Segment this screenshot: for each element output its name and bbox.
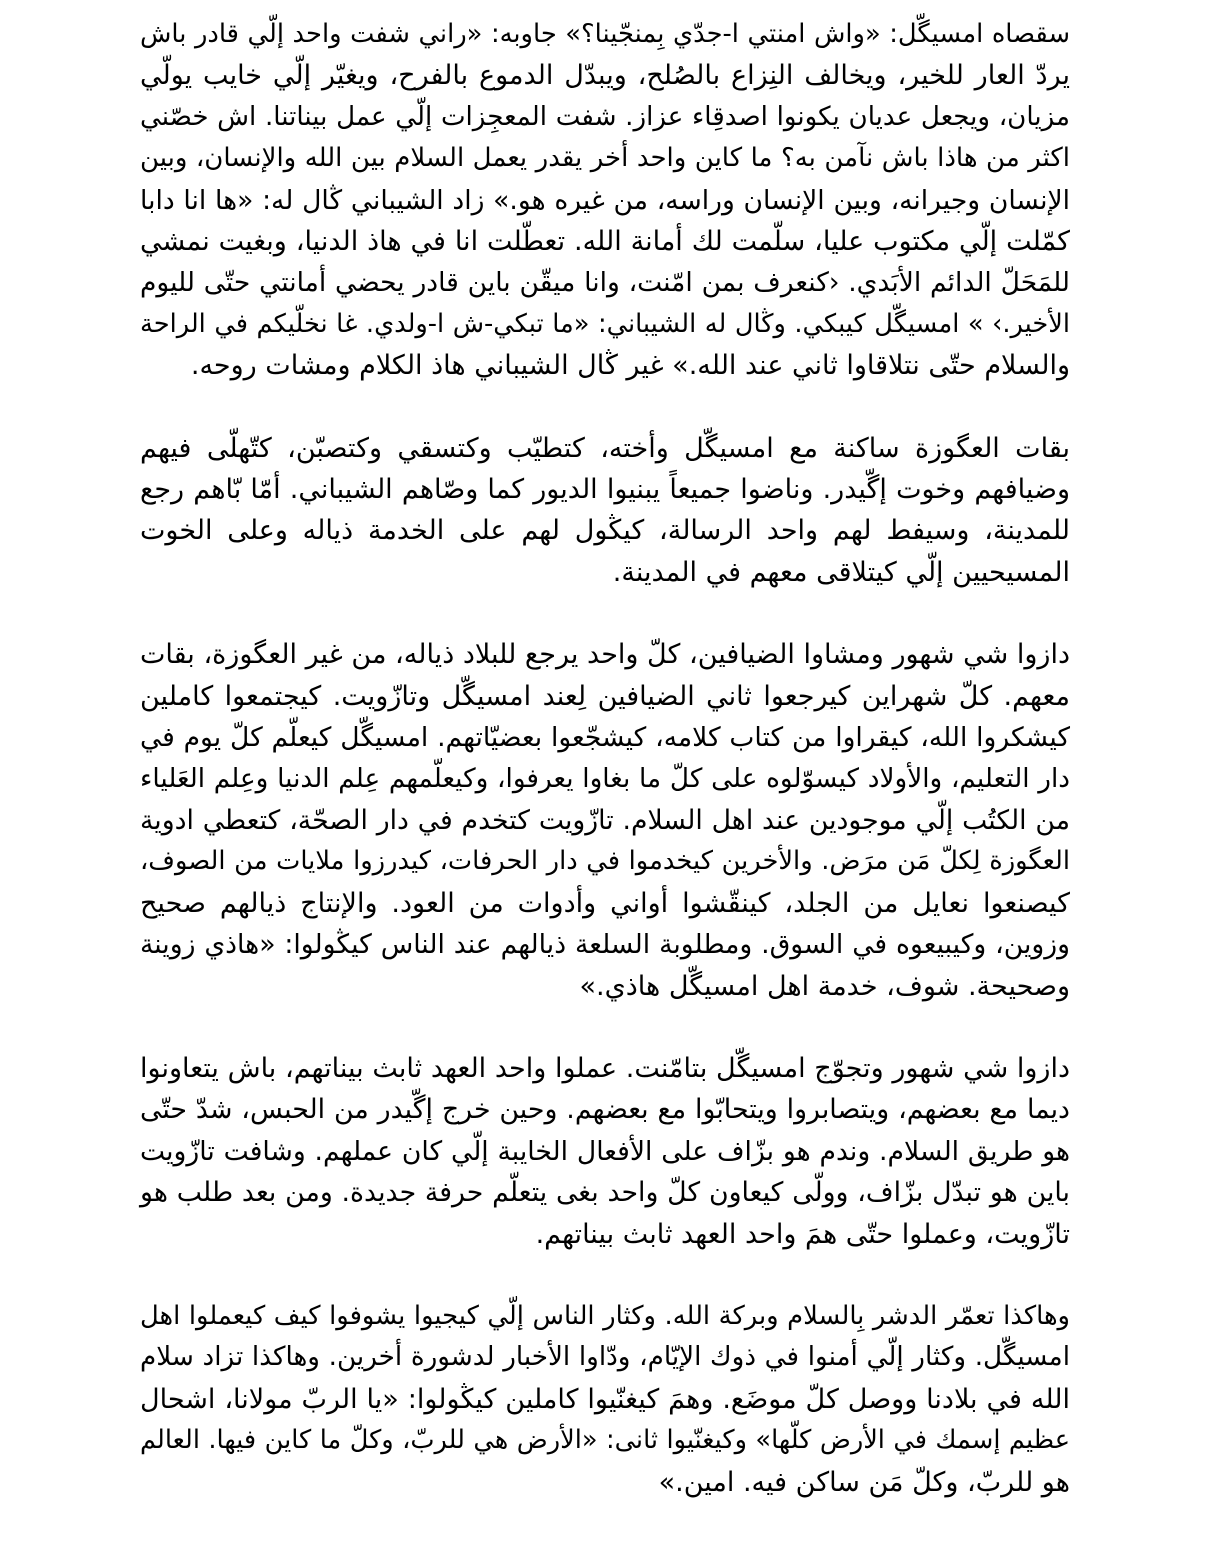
text-line: دار التعليم، والأولاد كيسوّلوه على كلّ ما بغاوا يعرفوا، وكيعلّمهم عِلم الدنيا وعِلم العَلياء xyxy=(140,763,1070,794)
paragraph-1 xyxy=(140,14,1070,387)
text-line: وصحيحة. شوف، خدمة اهل امسيگّل هاذي.» xyxy=(579,970,1070,1002)
text-line: وزوين، وكيبيعوه في السوق. ومطلوبة السلعة ذيالهم عند الناس كيڭولوا: «هاذي زوينة xyxy=(140,929,1070,961)
text-line: هو طريق السلام. وندم هو بزّاف على الأفعال الخايبة إلّي كان عملهم. وشافت تازّويت xyxy=(140,1135,1070,1167)
paragraph-4 xyxy=(140,1048,1070,1255)
text-line: من الكتُب إلّي موجودين عند اهل السلام. تازّويت كتخدم في دار الصحّة، كتعطي ادوية xyxy=(140,804,1070,836)
text-line: هو للربّ، وكلّ مَن ساكن فيه. امين.» xyxy=(658,1466,1070,1498)
paragraph-5 xyxy=(140,1296,1070,1503)
text-line: دازوا شي شهور وتجوّج امسيگّل بتامّنت. عملوا واحد العهد ثابث بيناتهم، باش يتعاونوا xyxy=(140,1052,1070,1084)
text-line: اكثر من هاذا باش نآمن به؟ ما كاين واحد أخر يقدر يعمل السلام بين الله والإنسان، وبين xyxy=(140,143,1070,174)
text-line: يردّ العار للخير، ويخالف النِزاع بالصُلح، ويبدّل الدموع بالفرح، ويغيّر إلّي خايب يولّي xyxy=(140,60,1070,92)
text-line: مزيان، ويجعل عديان يكونوا اصدقِاء عزاز. شفت المعجِزات إلّي عمل بيناتنا. اش خصّني xyxy=(140,101,1070,132)
text-line: ديما مع بعضهم، ويتصابروا ويتحابّوا مع بعضهم. وحين خرج إگّيدر من الحبس، شدّ حتّى xyxy=(140,1094,1070,1126)
text-line: الله في بلادنا ووصل كلّ موضَع. وهمَ كيغنّيوا كاملين كيڭولوا: «يا الربّ مولانا، اشحال xyxy=(140,1383,1070,1415)
text-line: وهاكذا تعمّر الدشر بِالسلام وبركة الله. وكثار الناس إلّي كيجيوا يشوفوا كيف كيعملوا اهل xyxy=(140,1300,1070,1331)
text-line: معهم. كلّ شهراين كيرجعوا ثاني الضيافين لِعند امسيگّل وتازّويت. كيجتمعوا كاملين xyxy=(140,680,1070,712)
text-line: دازوا شي شهور ومشاوا الضيافين، كلّ واحد يرجع للبلاد ذياله، من غير العگوزة، بقات xyxy=(140,639,1070,671)
text-line: سقصاه امسيگّل: «واش امنتي ا-جدّي بِمنجّينا؟» جاوبه: «راني شفت واحد إلّي قادر باش xyxy=(140,19,1070,49)
text-line: باين هو تبدّل بزّاف، وولّى كيعاون كلّ واحد بغى يتعلّم حرفة جديدة. ومن بعد طلب هو xyxy=(140,1177,1070,1209)
text-line: كمّلت إلّي مكتوب عليا، سلّمت لك أمانة الله. تعطّلت انا في هاذ الدنيا، وبغيت نمشي xyxy=(140,226,1070,258)
text-line: بقات العگوزة ساكنة مع امسيگّل وأخته، كتطيّب وكتسقي وكتصبّن، كتّهلّى فيهم xyxy=(140,432,1070,464)
text-line: للمَحَلّ الدائم الأبَدي. ‹كنعرف بمن امّنت، وانا ميقّن باين قادر يحضي أمانتي حتّى لليوم xyxy=(140,267,1070,299)
text-line: والسلام حتّى نتلاقاوا ثاني عند الله.» غير ڭال الشيباني هاذ الكلام ومشات روحه. xyxy=(190,350,1070,382)
text-line: المسيحيين إلّي كيتلاقى معهم في المدينة. xyxy=(612,556,1070,588)
text-line: وضيافهم وخوت إگّيدر. وناضوا جميعاً يبنيوا الديور كما وصّاهم الشيباني. أمّا بّاهم رجع xyxy=(140,474,1070,506)
text-line: كيشكروا الله، كيقراوا من كتاب كلامه، كيشجّعوا بعضيّاتهم. امسيگّل كيعلّم كلّ يوم في xyxy=(140,722,1070,754)
text-line: العگوزة لِكلّ مَن مرَض. والأخرين كيخدموا في دار الحرفات، كيدرزوا ملايات من الصوف، xyxy=(140,846,1070,877)
text-line: الأخير.› » امسيگّل كيبكي. وڭال له الشيباني: «ما تبكي-ش ا-ولدي. غا نخلّيكم في الراحة xyxy=(140,308,1070,339)
text-line: تازّويت، وعملوا حتّى همَ واحد العهد ثابث بيناتهم. xyxy=(535,1218,1070,1250)
text-line: للمدينة، وسيفط لهم واحد الرسالة، كيڭول لهم على الخدمة ذياله وعلى الخوت xyxy=(140,515,1070,547)
text-line: الإنسان وجيرانه، وبين الإنسان وراسه، من غيره هو.» زاد الشيباني ڭال له: «ها انا دابا xyxy=(140,184,1070,216)
paragraph-2 xyxy=(140,428,1070,594)
text-line: امسيگّل. وكثار إلّي أمنوا في ذوك الإيّام، ودّاوا الأخبار لدشورة أخرين. وهاكذا تزاد سلام xyxy=(140,1342,1070,1373)
text-line: كيصنعوا نعايل من الجلد، كينقّشوا أواني وأدوات من العود. والإنتاج ذيالهم صحيح xyxy=(140,887,1070,919)
paragraph-3 xyxy=(140,634,1070,1007)
text-line: عظيم إسمك في الأرض كلّها» وكيغنّيوا ثانى: «الأرض هي للربّ، وكلّ ما كاين فيها. العالم xyxy=(140,1425,1070,1456)
document-page xyxy=(140,14,1070,1544)
